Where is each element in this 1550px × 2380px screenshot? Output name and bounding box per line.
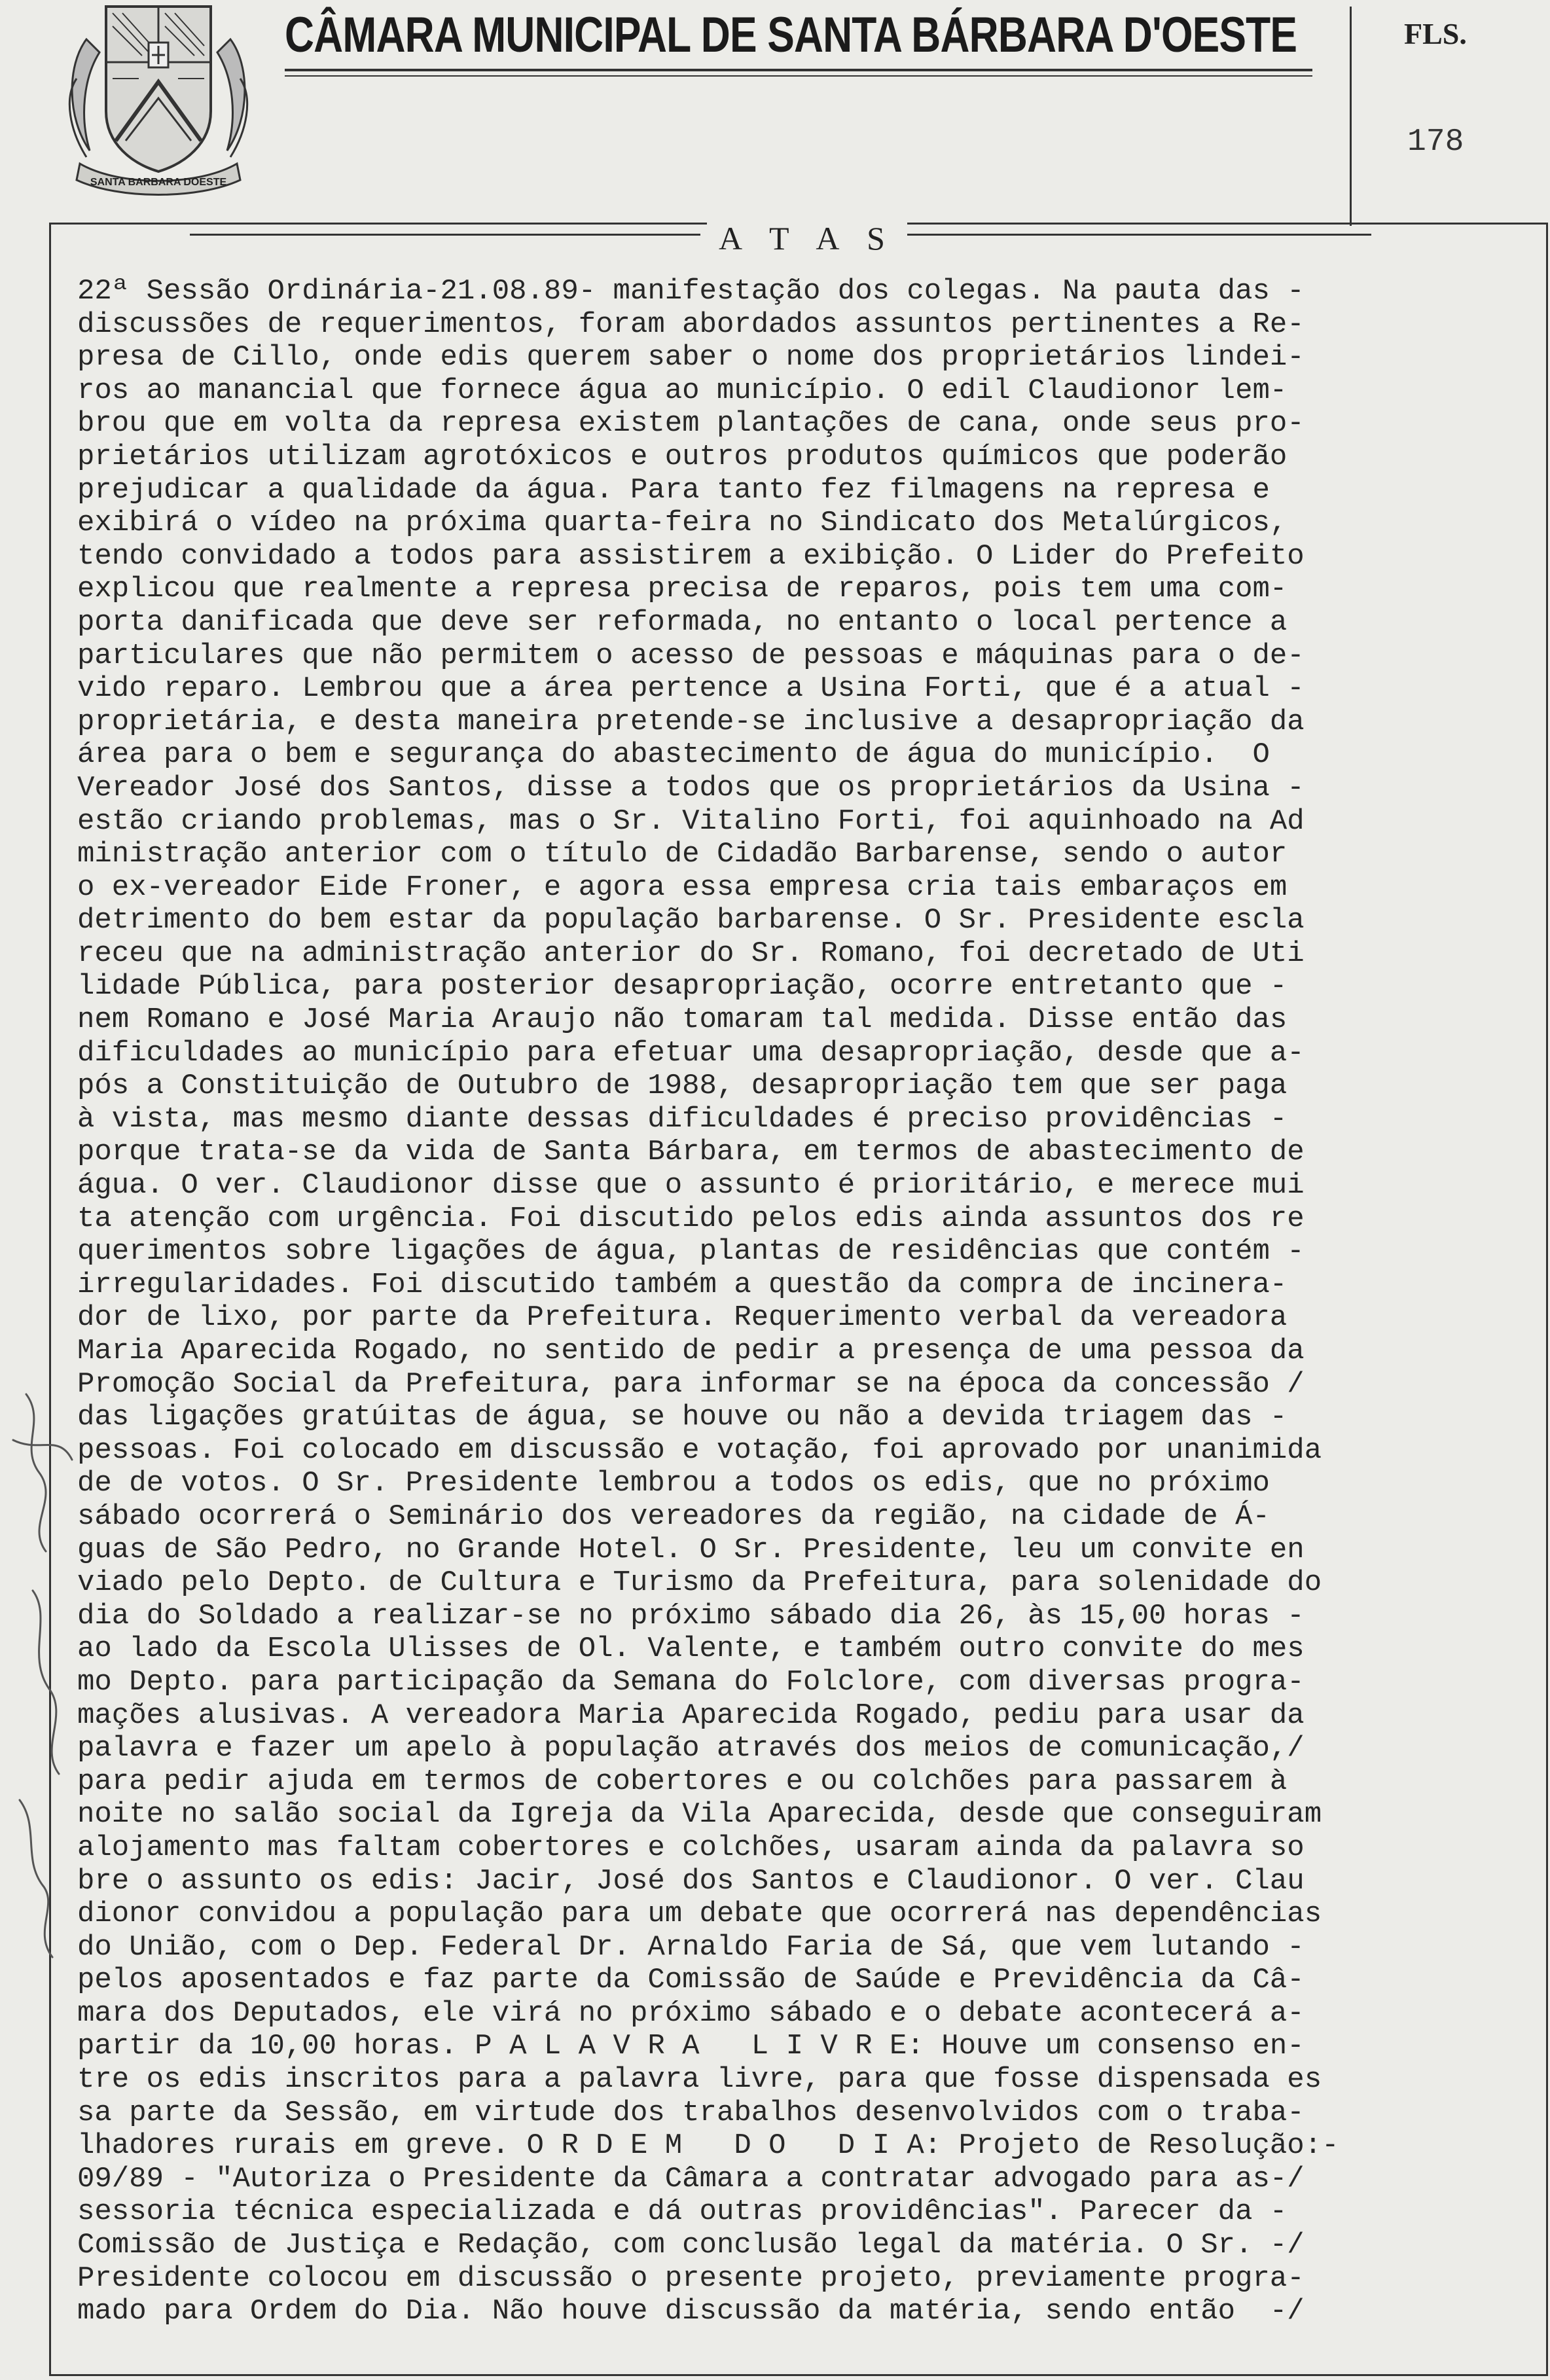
minutes-line: tendo convidado a todos para assistirem a exibição. O Lider do Prefeito xyxy=(77,539,1305,573)
minutes-line: lhadores rurais em greve. O R D E M D O D I A: Projeto de Resolução:- xyxy=(77,2129,1339,2163)
section-rule-left xyxy=(190,234,700,236)
minutes-line: receu que na administração anterior do Sr. Romano, foi decretado de Uti xyxy=(77,937,1305,970)
minutes-line: dor de lixo, por parte da Prefeitura. Requerimento verbal da vereadora xyxy=(77,1301,1288,1335)
fls-label: FLS. xyxy=(1404,17,1467,50)
minutes-line: para pedir ajuda em termos de cobertores e ou colchões para passarem à xyxy=(77,1765,1288,1798)
minutes-line: mado para Ordem do Dia. Não houve discussão da matéria, sendo então -/ xyxy=(77,2295,1305,2328)
municipal-coat-of-arms-icon xyxy=(60,0,257,203)
minutes-line: ao lado da Escola Ulisses de Ol. Valente, e também outro convite do mes xyxy=(77,1632,1305,1666)
minutes-line: partir da 10,00 horas. P A L A V R A L I V R E: Houve um consenso en- xyxy=(77,2030,1305,2063)
header-rule-thin xyxy=(285,75,1312,77)
minutes-line: exibirá o vídeo na próxima quarta-feira no Sindicato dos Metalúrgicos, xyxy=(77,507,1288,540)
header-title: CÂMARA MUNICIPAL DE SANTA BÁRBARA D'OESTE xyxy=(285,7,1297,63)
minutes-line: água. O ver. Claudionor disse que o assunto é prioritário, e merece mui xyxy=(77,1169,1305,1202)
minutes-line: área para o bem e segurança do abastecimento de água do município. O xyxy=(77,738,1270,772)
minutes-line: particulares que não permitem o acesso de pessoas e máquinas para o de- xyxy=(77,639,1305,672)
minutes-line: Vereador José dos Santos, disse a todos que os proprietários da Usina - xyxy=(77,771,1305,804)
minutes-line: explicou que realmente a represa precisa de reparos, pois tem uma com- xyxy=(77,573,1288,606)
minutes-line: Comissão de Justiça e Redação, com conclusão legal da matéria. O Sr. -/ xyxy=(77,2229,1305,2262)
minutes-line: à vista, mas mesmo diante dessas dificuldades é preciso providências - xyxy=(77,1102,1288,1136)
minutes-line: mações alusivas. A vereadora Maria Aparecida Rogado, pediu para usar da xyxy=(77,1699,1305,1732)
minutes-line: bre o assunto os edis: Jacir, José dos Santos e Claudionor. O ver. Clau xyxy=(77,1864,1305,1898)
minutes-line: Maria Aparecida Rogado, no sentido de pedir a presença de uma pessoa da xyxy=(77,1335,1305,1367)
minutes-line: presa de Cillo, onde edis querem saber o nome dos proprietários lindei- xyxy=(77,341,1305,374)
minutes-line: alojamento mas faltam cobertores e colchões, usaram ainda da palavra so xyxy=(77,1831,1305,1864)
minutes-line: 09/89 - "Autoriza o Presidente da Câmara a contratar advogado para as-/ xyxy=(77,2162,1305,2195)
minutes-line: 22ª Sessão Ordinária-21.08.89- manifestação dos colegas. Na pauta das - xyxy=(77,275,1305,308)
minutes-line: discussões de requerimentos, foram abordados assuntos pertinentes a Re- xyxy=(77,308,1305,341)
minutes-line: do União, com o Dep. Federal Dr. Arnaldo Faria de Sá, que vem lutando - xyxy=(77,1930,1305,1964)
minutes-line: dificuldades ao município para efetuar uma desapropriação, desde que a- xyxy=(77,1036,1305,1070)
minutes-line: pelos aposentados e faz parte da Comissão de Saúde e Previdência da Câ- xyxy=(77,1964,1305,1997)
minutes-line: porque trata-se da vida de Santa Bárbara, em termos de abastecimento de xyxy=(77,1136,1305,1169)
minutes-line: dionor convidou a população para um debate que ocorrerá nas dependências xyxy=(77,1898,1322,1931)
minutes-line: ta atenção com urgência. Foi discutido pelos edis ainda assuntos dos re xyxy=(77,1202,1305,1235)
section-rule-right xyxy=(874,234,1371,236)
minutes-line: estão criando problemas, mas o Sr. Vitalino Forti, foi aquinhoado na Ad xyxy=(77,804,1305,838)
folio-divider xyxy=(1350,7,1352,226)
minutes-line: noite no salão social da Igreja da Vila Aparecida, desde que conseguiram xyxy=(77,1798,1322,1831)
minutes-line: Promoção Social da Prefeitura, para informar se na época da concessão / xyxy=(77,1367,1305,1401)
minutes-line: ministração anterior com o título de Cidadão Barbarense, sendo o autor xyxy=(77,838,1288,871)
minutes-line: sábado ocorrerá o Seminário dos vereadores da região, na cidade de Á- xyxy=(77,1500,1270,1533)
minutes-line: de de votos. O Sr. Presidente lembrou a todos os edis, que no próximo xyxy=(77,1467,1270,1500)
page-number: 178 xyxy=(1407,124,1464,160)
minutes-line: mara dos Deputados, ele virá no próximo sábado e o debate acontecerá a- xyxy=(77,1996,1305,2030)
minutes-line: lidade Pública, para posterior desapropriação, ocorre entretanto que - xyxy=(77,970,1288,1003)
minutes-line: sa parte da Sessão, em virtude dos trabalhos desenvolvidos com o traba- xyxy=(77,2096,1305,2129)
minutes-text xyxy=(77,275,1491,2328)
minutes-line: viado pelo Depto. de Cultura e Turismo da Prefeitura, para solenidade do xyxy=(77,1566,1322,1600)
header-rule xyxy=(285,69,1312,71)
minutes-line: guas de São Pedro, no Grande Hotel. O Sr. Presidente, leu um convite en xyxy=(77,1533,1305,1566)
minutes-line: porta danificada que deve ser reformada, no entanto o local pertence a xyxy=(77,605,1288,639)
minutes-line: pós a Constituição de Outubro de 1988, desapropriação tem que ser paga xyxy=(77,1070,1288,1103)
minutes-line: das ligações gratúitas de água, se houve ou não a devida triagem das - xyxy=(77,1401,1288,1434)
minutes-line: prejudicar a qualidade da água. Para tanto fez filmagens na represa e xyxy=(77,473,1270,507)
minutes-line: palavra e fazer um apelo à população através dos meios de comunicação,/ xyxy=(77,1732,1305,1765)
minutes-line: tre os edis inscritos para a palavra livre, para que fosse dispensada es xyxy=(77,2063,1322,2097)
minutes-line: detrimento do bem estar da população barbarense. O Sr. Presidente escla xyxy=(77,904,1305,937)
minutes-line: nem Romano e José Maria Araujo não tomaram tal medida. Disse então das xyxy=(77,1003,1288,1037)
minutes-line: o ex-vereador Eide Froner, e agora essa empresa cria tais embaraços em xyxy=(77,871,1288,904)
minutes-line: ros ao manancial que fornece água ao município. O edil Claudionor lem- xyxy=(77,374,1288,407)
minutes-line: sessoria técnica especializada e dá outras providências". Parecer da - xyxy=(77,2195,1288,2229)
crest-ribbon-text: SANTA BARBARA DOESTE xyxy=(90,177,227,188)
minutes-line: vido reparo. Lembrou que a área pertence a Usina Forti, que é a atual - xyxy=(77,672,1305,706)
minutes-line: mo Depto. para participação da Semana do Folclore, com diversas progra- xyxy=(77,1665,1305,1699)
minutes-line: prietários utilizam agrotóxicos e outros produtos químicos que poderão xyxy=(77,440,1288,473)
minutes-line: irregularidades. Foi discutido também a questão da compra de incinera- xyxy=(77,1268,1288,1301)
minutes-line: proprietária, e desta maneira pretende-se inclusive a desapropriação da xyxy=(77,705,1305,738)
section-title: A T A S xyxy=(707,219,907,257)
minutes-line: brou que em volta da represa existem plantações de cana, onde seus pro- xyxy=(77,407,1305,441)
minutes-line: dia do Soldado a realizar-se no próximo sábado dia 26, às 15,00 horas - xyxy=(77,1599,1305,1632)
minutes-line: pessoas. Foi colocado em discussão e votação, foi aprovado por unanimida xyxy=(77,1433,1322,1467)
minutes-line: Presidente colocou em discussão o presente projeto, previamente progra- xyxy=(77,2262,1305,2295)
minutes-line: querimentos sobre ligações de água, plantas de residências que contém - xyxy=(77,1235,1305,1269)
